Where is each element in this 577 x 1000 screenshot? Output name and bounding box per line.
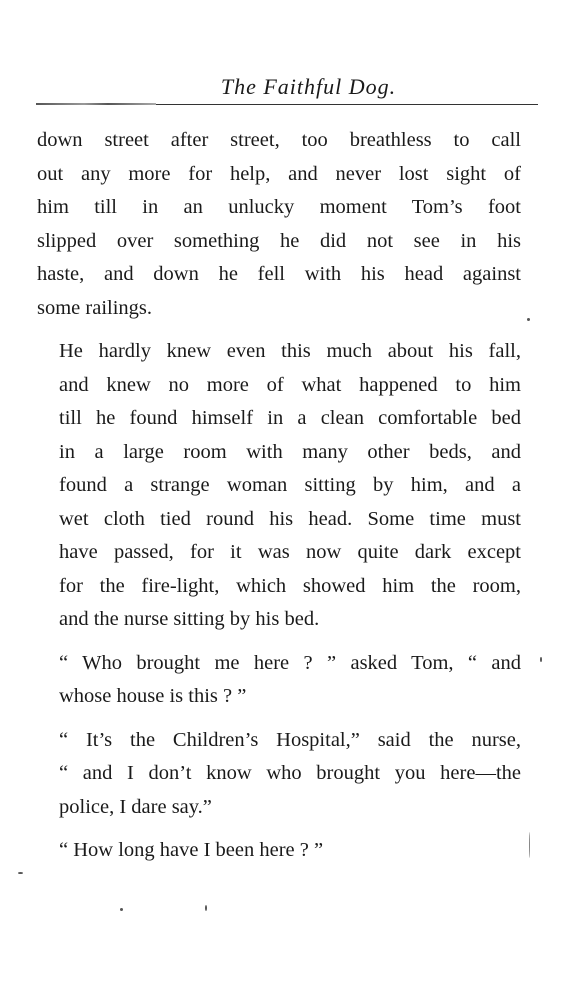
text-line: slipped over something he did not see in his xyxy=(37,229,521,252)
print-speck xyxy=(120,908,123,911)
text-line: police, I dare say.” xyxy=(59,795,212,818)
text-line: “ Who brought me here ? ” asked Tom, “ and xyxy=(59,651,521,674)
text-line: “ How long have I been here ? ” xyxy=(59,839,324,861)
paragraph-5 xyxy=(37,834,521,868)
text-line: whose house is this ? ” xyxy=(59,685,247,707)
text-line: in a large room with many other beds, and xyxy=(59,440,521,463)
text-line: wet cloth tied round his head. Some time must xyxy=(59,507,521,530)
print-speck xyxy=(18,872,23,874)
text-line: found a strange woman sitting by him, and a xyxy=(59,474,521,496)
text-line: “ It’s the Children’s Hospital,” said the nurse, xyxy=(59,728,521,751)
print-speck xyxy=(527,318,530,321)
text-line: till he found himself in a clean comfortable bed xyxy=(59,407,521,429)
paragraph-4 xyxy=(37,724,521,825)
text-line: He hardly knew even this much about his fall, xyxy=(59,340,521,362)
paragraph-1 xyxy=(37,124,521,325)
paragraph-2 xyxy=(37,335,521,637)
text-line: “ and I don’t know who brought you here—the xyxy=(59,762,521,784)
print-speck xyxy=(529,832,530,858)
text-line: for the fire-light, which showed him the room, xyxy=(59,574,521,597)
print-speck xyxy=(205,905,207,911)
print-speck xyxy=(540,657,542,662)
running-head: The Faithful Dog. xyxy=(220,74,397,99)
text-line: and knew no more of what happened to him xyxy=(59,373,521,396)
body-text xyxy=(37,124,521,878)
text-line: some railings. xyxy=(37,296,153,319)
paragraph-3 xyxy=(37,647,521,714)
text-line: haste, and down he fell with his head against xyxy=(37,263,521,285)
text-line: out any more for help, and never lost sight of xyxy=(37,162,521,185)
text-line: him till in an unlucky moment Tom’s foot xyxy=(37,196,521,218)
text-line: down street after street, too breathless to call xyxy=(37,129,521,151)
text-line: and the nurse sitting by his bed. xyxy=(59,608,320,630)
header-rule xyxy=(36,104,538,105)
text-line: have passed, for it was now quite dark except xyxy=(59,541,521,563)
